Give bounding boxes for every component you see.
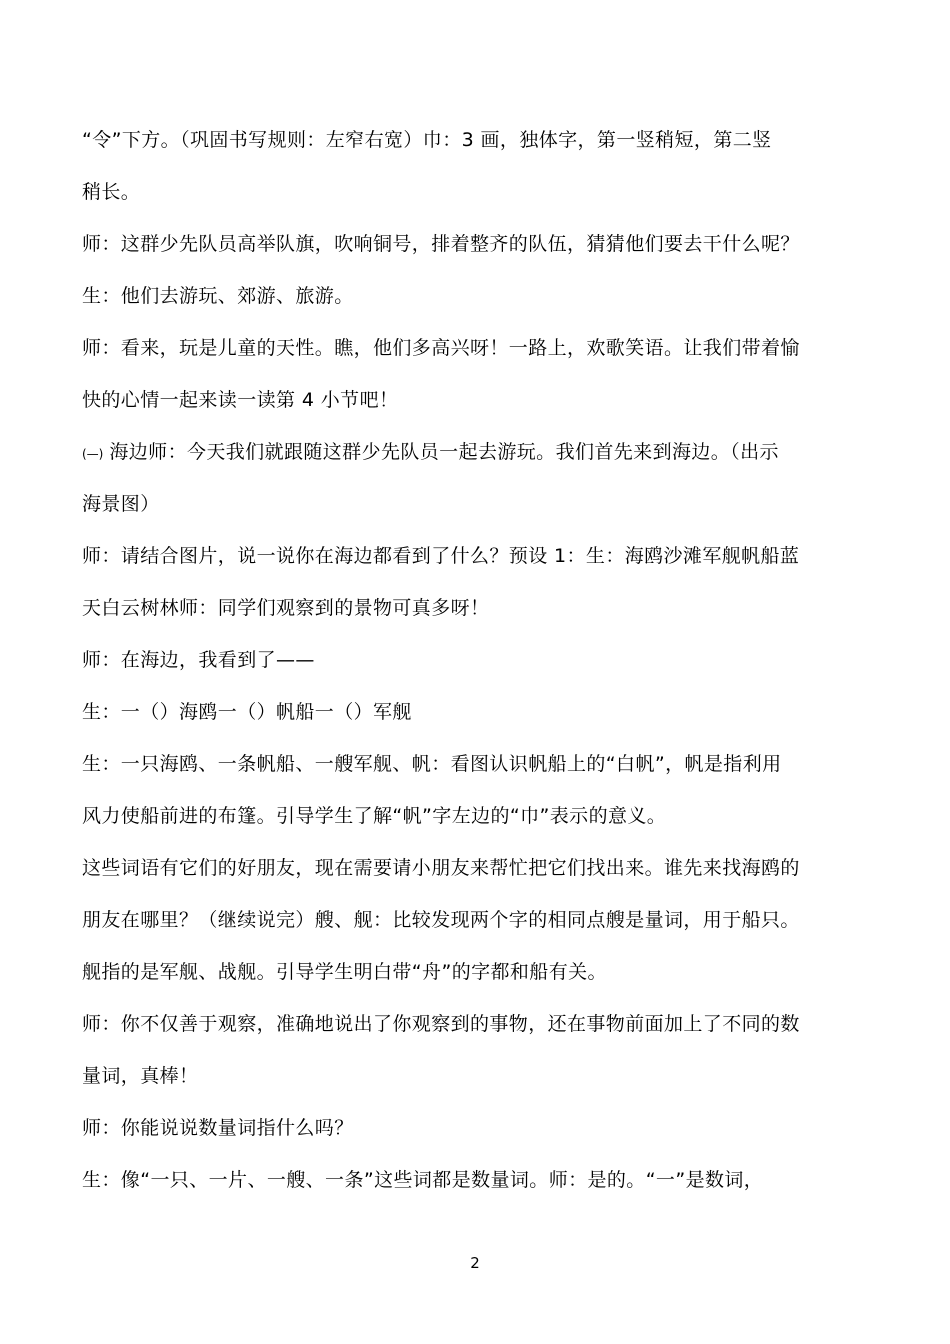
text-line: 师：在海边，我看到了—— — [82, 649, 315, 671]
text-line: 稍长。 — [82, 181, 141, 203]
section-line — [82, 440, 872, 466]
text-line: “令”下方。（巩固书写规则：左窄右宽）巾：3 画，独体字，第一竖稍短，第二竖 — [82, 129, 772, 151]
text-line: 生：他们去游玩、郊游、旅游。 — [82, 285, 354, 307]
text-line: 师：看来，玩是儿童的天性。瞧，他们多高兴呀！一路上，欢歌笑语。让我们带着愉 — [82, 337, 800, 359]
page-number: 2 — [470, 1254, 480, 1272]
text-line: 生：像“一只、一片、一艘、一条”这些词都是数量词。师：是的。“一”是数词， — [82, 1169, 764, 1191]
section-text: 海边师：今天我们就跟随这群少先队员一起去游玩。我们首先来到海边。（出示 — [109, 441, 779, 463]
text-line: 生：一只海鸥、一条帆船、一艘军舰、帆：看图认识帆船上的“白帆”，帆是指利用 — [82, 753, 782, 775]
text-line: 生：一（）海鸥一（）帆船一（）军舰 — [82, 701, 412, 723]
text-line: 师：你不仅善于观察，准确地说出了你观察到的事物，还在事物前面加上了不同的数 — [82, 1013, 800, 1035]
text-line: 师：请结合图片，说一说你在海边都看到了什么？预设 1：生：海鸥沙滩军舰帆船蓝 — [82, 545, 800, 567]
text-line: 海景图） — [82, 493, 160, 515]
section-marker: (—) — [82, 447, 104, 461]
text-line: 舰指的是军舰、战舰。引导学生明白带“舟”的字都和船有关。 — [82, 961, 607, 983]
text-line: 量词，真棒！ — [82, 1065, 199, 1087]
text-line: 这些词语有它们的好朋友，现在需要请小朋友来帮忙把它们找出来。谁先来找海鸥的 — [82, 857, 800, 879]
text-line: 师：你能说说数量词指什么吗？ — [82, 1117, 354, 1139]
text-line: 风力使船前进的布篷。引导学生了解“帆”字左边的“巾”表示的意义。 — [82, 805, 667, 827]
text-line: 快的心情一起来读一读第 4 小节吧！ — [82, 389, 399, 411]
text-line: 天白云树林师：同学们观察到的景物可真多呀！ — [82, 597, 490, 619]
text-line: 朋友在哪里？（继续说完）艘、舰：比较发现两个字的相同点艘是量词，用于船只。 — [82, 909, 800, 931]
text-line: 师：这群少先队员高举队旗，吹响铜号，排着整齐的队伍，猜猜他们要去干什么呢？ — [82, 233, 800, 255]
